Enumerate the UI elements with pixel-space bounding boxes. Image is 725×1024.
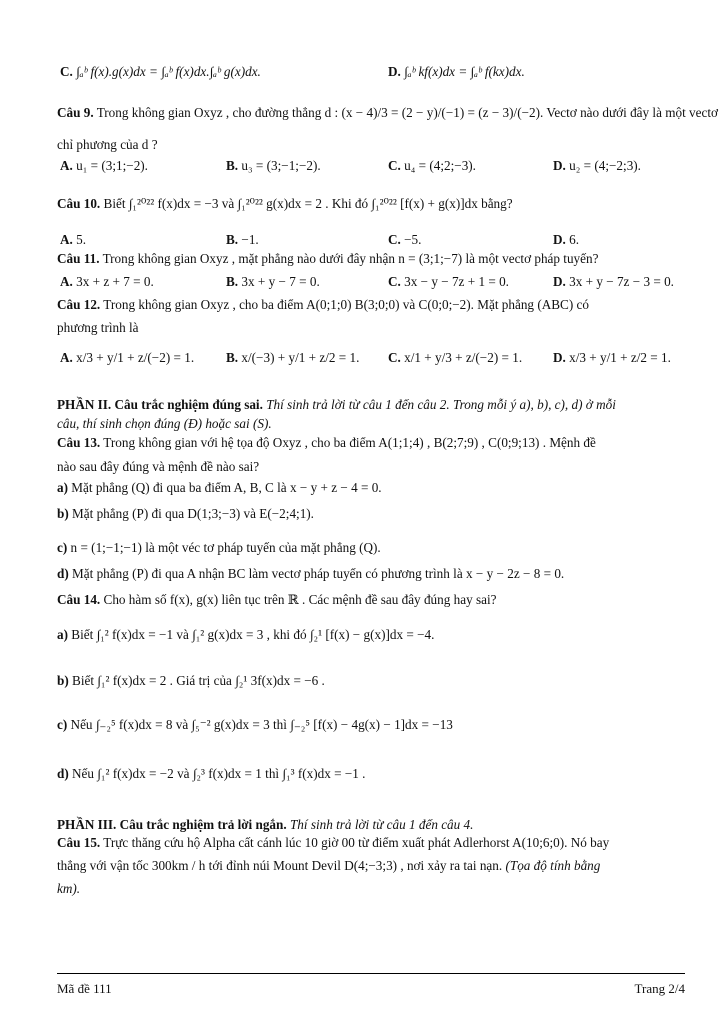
item-label: a)	[57, 480, 68, 495]
item-label: d)	[57, 766, 69, 781]
item-text: Mặt phẳng (P) đi qua D(1;3;−3) và E(−2;4;1).	[72, 506, 314, 521]
part-2-heading	[57, 397, 616, 413]
item-text: Nếu ∫₁² f(x)dx = −2 và ∫₂³ f(x)dx = 1 thì ∫₁³ f(x)dx = −1 .	[72, 766, 366, 781]
option-text: −1.	[241, 232, 259, 247]
item-text: Biết ∫₁² f(x)dx = −1 và ∫₁² g(x)dx = 3 , khi đó ∫₂¹ [f(x) − g(x)]dx = −4.	[71, 627, 435, 642]
q11-option-d	[553, 274, 674, 290]
item-label: c)	[57, 540, 68, 555]
q14-item-b	[57, 673, 325, 689]
q10-option-a	[60, 232, 86, 248]
option-text: 3x + z + 7 = 0.	[76, 274, 154, 289]
section-instructions: Thí sinh trả lời từ câu 1 đến câu 2. Trong mỗi ý a), b), c), d) ở mỗi	[266, 397, 616, 412]
option-text: u₄ = (4;2;−3).	[404, 158, 476, 173]
q13-item-a	[57, 480, 382, 496]
option-label: B.	[226, 158, 239, 173]
option-label: C.	[388, 158, 401, 173]
option-label: C.	[388, 274, 401, 289]
option-label: B.	[226, 274, 239, 289]
option-label: D.	[388, 64, 401, 79]
option-text: u₂ = (4;−2;3).	[569, 158, 641, 173]
question-number: Câu 14.	[57, 592, 101, 607]
q10-option-d	[553, 232, 579, 248]
question-12-cont: phương trình là	[57, 320, 139, 335]
question-text: Trong không gian Oxyz , cho đường thẳng d : (x − 4)/3 = (2 − y)/(−1) = (z − 3)/(−2). Vectơ nào dưới đây là một vectơ	[96, 105, 718, 120]
section-heading: PHẦN II. Câu trắc nghiệm đúng sai.	[57, 397, 263, 412]
q12-option-d	[553, 350, 671, 366]
question-9-cont: chỉ phương của d ?	[57, 137, 158, 152]
question-text: Trực thăng cứu hộ Alpha cất cánh lúc 10 giờ 00 từ điểm xuất phát Adlerhorst A(10;6;0). Nó bay	[103, 835, 610, 850]
option-d	[388, 64, 525, 80]
item-label: a)	[57, 627, 68, 642]
option-text: 6.	[569, 232, 580, 247]
option-label: C.	[388, 350, 401, 365]
item-text: Biết ∫₁² f(x)dx = 2 . Giá trị của ∫₂¹ 3f(x)dx = −6 .	[72, 673, 325, 688]
option-label: B.	[226, 350, 239, 365]
question-11	[57, 251, 598, 267]
option-label: A.	[60, 232, 73, 247]
q13-item-b	[57, 506, 314, 522]
q10-option-c	[388, 232, 421, 248]
question-text: Biết ∫₁²⁰²² f(x)dx = −3 và ∫₁²⁰²² g(x)dx = 2 . Khi đó ∫₁²⁰²² [f(x) + g(x)]dx bằng?	[103, 196, 513, 211]
item-text: Mặt phẳng (P) đi qua A nhận BC làm vectơ pháp tuyến có phương trình là x − y − 2z − 8 = 0.	[72, 566, 565, 581]
q11-option-b	[226, 274, 320, 290]
item-label: b)	[57, 673, 69, 688]
q14-item-d	[57, 766, 365, 782]
item-text: Mặt phẳng (Q) đi qua ba điểm A, B, C là x − y + z − 4 = 0.	[71, 480, 382, 495]
page-number: Trang 2/4	[634, 981, 685, 996]
question-number: Câu 9.	[57, 105, 94, 120]
option-expr: ∫ₐᵇ f(x).g(x)dx = ∫ₐᵇ f(x)dx.∫ₐᵇ g(x)dx.	[76, 64, 261, 79]
option-text: x/3 + y/1 + z/2 = 1.	[569, 350, 671, 365]
option-text: u₃ = (3;−1;−2).	[241, 158, 321, 173]
option-label: D.	[553, 350, 566, 365]
item-label: d)	[57, 566, 69, 581]
question-text: thẳng với vận tốc 300km / h tới đỉnh núi Mount Devil D(4;−3;3) , nơi xảy ra tai nạn.	[57, 858, 503, 873]
q10-option-b	[226, 232, 259, 248]
option-text: 5.	[76, 232, 87, 247]
q12-option-b	[226, 350, 359, 366]
question-13-cont: nào sau đây đúng và mệnh đề nào sai?	[57, 459, 260, 474]
question-number: Câu 10.	[57, 196, 101, 211]
option-label: D.	[553, 158, 566, 173]
question-9	[57, 105, 718, 121]
question-15-cont-2: km).	[57, 881, 81, 896]
option-text: x/1 + y/3 + z/(−2) = 1.	[404, 350, 523, 365]
question-14	[57, 592, 496, 608]
question-number: Câu 12.	[57, 297, 101, 312]
option-text: x/3 + y/1 + z/(−2) = 1.	[76, 350, 195, 365]
option-label: D.	[553, 232, 566, 247]
q11-option-c	[388, 274, 509, 290]
q14-item-c	[57, 717, 453, 733]
footer-divider	[57, 973, 685, 974]
question-number: Câu 13.	[57, 435, 101, 450]
question-10	[57, 196, 513, 212]
q9-option-c	[388, 158, 476, 174]
q12-option-a	[60, 350, 194, 366]
option-text: 3x + y − 7 = 0.	[241, 274, 320, 289]
section-heading: PHẦN III. Câu trắc nghiệm trả lời ngắn.	[57, 817, 287, 832]
option-text: 3x − y − 7z + 1 = 0.	[404, 274, 509, 289]
question-number: Câu 15.	[57, 835, 101, 850]
q13-item-c	[57, 540, 381, 556]
q14-item-a	[57, 627, 434, 643]
section-instructions: Thí sinh trả lời từ câu 1 đến câu 4.	[289, 817, 474, 832]
option-text: x/(−3) + y/1 + z/2 = 1.	[241, 350, 360, 365]
q9-option-b	[226, 158, 321, 174]
exam-code: Mã đề 111	[57, 981, 112, 996]
item-text: Nếu ∫₋₂⁵ f(x)dx = 8 và ∫₅⁻² g(x)dx = 3 thì ∫₋₂⁵ [f(x) − 4g(x) − 1]dx = −13	[70, 717, 453, 732]
option-expr: ∫ₐᵇ kf(x)dx = ∫ₐᵇ f(kx)dx.	[404, 64, 525, 79]
option-c	[60, 64, 261, 80]
option-label: C.	[60, 64, 73, 79]
question-13	[57, 435, 596, 451]
question-number: Câu 11.	[57, 251, 100, 266]
part-2-instructions-cont: câu, thí sinh chọn đúng (Đ) hoặc sai (S).	[57, 416, 272, 431]
q11-option-a	[60, 274, 154, 290]
option-text: 3x + y − 7z − 3 = 0.	[569, 274, 674, 289]
option-label: D.	[553, 274, 566, 289]
option-text: −5.	[404, 232, 422, 247]
option-label: A.	[60, 350, 73, 365]
question-text: Trong không gian Oxyz , cho ba điểm A(0;1;0) B(3;0;0) và C(0;0;−2). Mặt phẳng (ABC) có	[103, 297, 589, 312]
option-label: A.	[60, 274, 73, 289]
part-3-heading	[57, 817, 473, 833]
item-label: c)	[57, 717, 68, 732]
option-label: A.	[60, 158, 73, 173]
question-15-cont	[57, 858, 600, 874]
question-text: Cho hàm số f(x), g(x) liên tục trên ℝ . Các mệnh đề sau đây đúng hay sai?	[103, 592, 497, 607]
q12-option-c	[388, 350, 522, 366]
question-15	[57, 835, 609, 851]
q9-option-d	[553, 158, 641, 174]
q9-option-a	[60, 158, 148, 174]
option-label: C.	[388, 232, 401, 247]
question-text: Trong không gian Oxyz , mặt phẳng nào dưới đây nhận n = (3;1;−7) là một vectơ pháp tuyến?	[102, 251, 599, 266]
option-label: B.	[226, 232, 239, 247]
question-note: (Tọa độ tính bằng	[505, 858, 601, 873]
item-text: n = (1;−1;−1) là một véc tơ pháp tuyến của mặt phẳng (Q).	[70, 540, 381, 555]
item-label: b)	[57, 506, 69, 521]
question-12	[57, 297, 589, 313]
option-text: u₁ = (3;1;−2).	[76, 158, 148, 173]
question-text: Trong không gian với hệ tọa độ Oxyz , cho ba điểm A(1;1;4) , B(2;7;9) , C(0;9;13) . Mệnh đề	[103, 435, 596, 450]
q13-item-d	[57, 566, 564, 582]
